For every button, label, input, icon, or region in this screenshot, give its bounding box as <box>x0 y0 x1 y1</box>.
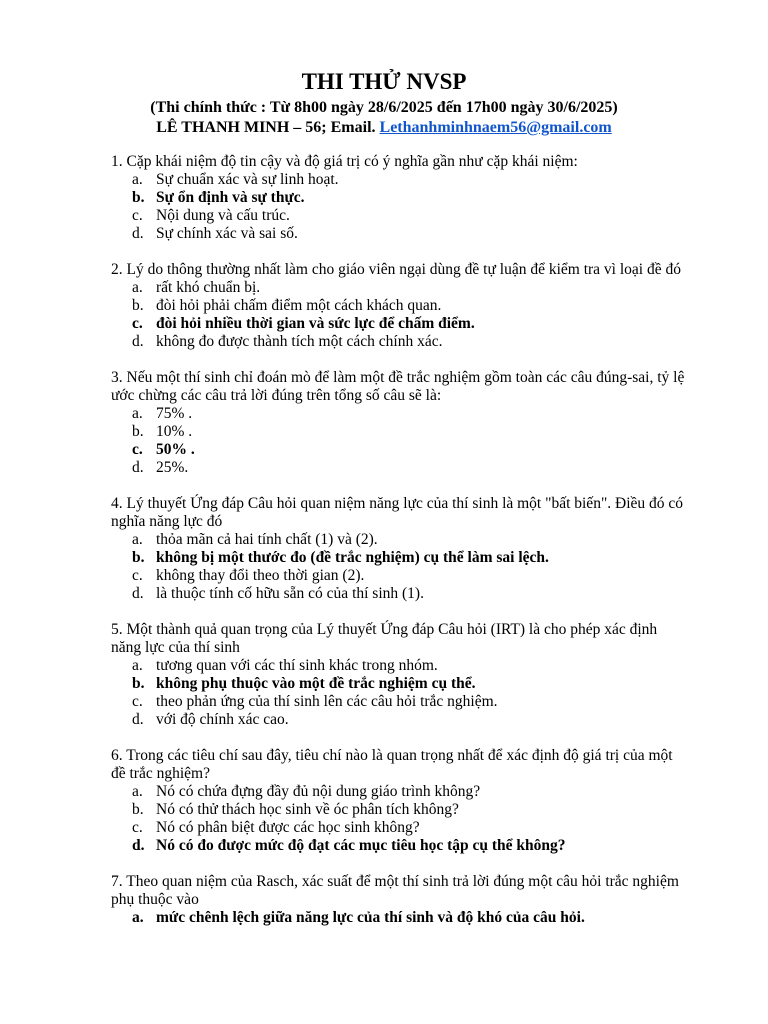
option-letter: a. <box>132 909 144 926</box>
answer-option <box>111 657 691 675</box>
answer-option-correct <box>111 909 691 927</box>
question-list <box>111 153 691 945</box>
document-header <box>0 66 768 138</box>
answer-option <box>111 333 691 351</box>
option-text: không phụ thuộc vào một đề trắc nghiệm cụ thể. <box>156 675 476 692</box>
option-letter: b. <box>132 801 144 818</box>
document-subtitle: (Thi chính thức : Từ 8h00 ngày 28/6/2025 đến 17h00 ngày 30/6/2025) <box>150 99 618 116</box>
option-letter: a. <box>132 405 143 422</box>
option-letter: c. <box>132 315 143 332</box>
option-letter: c. <box>132 819 143 836</box>
answer-option <box>111 711 691 729</box>
answer-option <box>111 567 691 585</box>
answer-option-correct <box>111 837 691 855</box>
option-text: mức chênh lệch giữa năng lực của thí sinh và độ khó của câu hỏi. <box>156 909 585 926</box>
option-text: Sự chính xác và sai số. <box>156 225 298 242</box>
option-text: không bị một thước đo (đề trắc nghiệm) cụ thể làm sai lệch. <box>156 549 549 566</box>
answer-option <box>111 531 691 549</box>
option-letter: d. <box>132 225 144 242</box>
option-text: 10% . <box>156 423 193 440</box>
question-text: 1. Cặp khái niệm độ tin cậy và độ giá trị có ý nghĩa gần như cặp khái niệm: <box>111 153 578 170</box>
author-text: LÊ THANH MINH – 56; Email. <box>156 119 376 136</box>
answer-option <box>111 585 691 603</box>
answer-option <box>111 279 691 297</box>
answer-option-correct <box>111 441 691 459</box>
option-text: Nội dung và cấu trúc. <box>156 207 290 224</box>
option-text: 75% . <box>156 405 193 422</box>
option-text: rất khó chuẩn bị. <box>156 279 261 296</box>
option-letter: a. <box>132 783 143 800</box>
email-link[interactable]: Lethanhminhnaem56@gmail.com <box>379 119 612 136</box>
option-letter: b. <box>132 189 145 206</box>
question-item <box>111 747 691 855</box>
option-letter: b. <box>132 423 144 440</box>
answer-options <box>111 783 691 855</box>
option-text: không đo được thành tích một cách chính xác. <box>156 333 443 350</box>
answer-option <box>111 783 691 801</box>
answer-option <box>111 459 691 477</box>
option-text: không thay đổi theo thời gian (2). <box>156 567 365 584</box>
answer-option <box>111 225 691 243</box>
option-letter: c. <box>132 693 143 710</box>
question-text: 7. Theo quan niệm của Rasch, xác suất để một thí sinh trả lời đúng một câu hỏi trắc nghiệm phụ thuộc vào <box>111 873 679 908</box>
answer-option <box>111 297 691 315</box>
option-text: Sự ổn định và sự thực. <box>156 189 305 206</box>
option-letter: d. <box>132 459 144 476</box>
question-text: 2. Lý do thông thường nhất làm cho giáo viên ngại dùng đề tự luận để kiểm tra vì loại đề đó <box>111 261 681 278</box>
answer-option <box>111 819 691 837</box>
option-text: Nó có đo được mức độ đạt các mục tiêu học tập cụ thể không? <box>156 837 566 854</box>
option-letter: a. <box>132 171 143 188</box>
option-letter: b. <box>132 297 144 314</box>
option-letter: b. <box>132 675 145 692</box>
answer-options <box>111 909 691 927</box>
option-text: là thuộc tính cố hữu sẵn có của thí sinh (1). <box>156 585 424 602</box>
option-text: đòi hỏi nhiều thời gian và sức lực để chấm điểm. <box>156 315 475 332</box>
option-letter: c. <box>132 207 143 224</box>
option-text: Nó có thử thách học sinh về óc phân tích không? <box>156 801 459 818</box>
question-item <box>111 495 691 603</box>
option-letter: a. <box>132 279 143 296</box>
option-text: 25%. <box>156 459 189 476</box>
answer-option-correct <box>111 549 691 567</box>
option-letter: c. <box>132 441 143 458</box>
option-letter: a. <box>132 531 143 548</box>
question-item <box>111 873 691 927</box>
document-title: THI THỬ NVSP <box>301 69 467 94</box>
option-letter: d. <box>132 585 144 602</box>
option-text: thỏa mãn cả hai tính chất (1) và (2). <box>156 531 378 548</box>
answer-option-correct <box>111 189 691 207</box>
option-letter: b. <box>132 549 145 566</box>
question-text: 3. Nếu một thí sinh chỉ đoán mò để làm một đề trắc nghiệm gồm toàn các câu đúng-sai, tỷ lệ ước chừng các câu trả lời đúng trên tổng số câu sẽ là: <box>111 369 685 404</box>
answer-options <box>111 279 691 351</box>
question-text: 5. Một thành quả quan trọng của Lý thuyết Ứng đáp Câu hỏi (IRT) là cho phép xác định năng lực của thí sinh <box>111 621 658 656</box>
answer-option <box>111 171 691 189</box>
answer-option-correct <box>111 675 691 693</box>
answer-option-correct <box>111 315 691 333</box>
option-text: đòi hỏi phải chấm điểm một cách khách quan. <box>156 297 442 314</box>
option-letter: d. <box>132 837 145 854</box>
option-text: Sự chuẩn xác và sự linh hoạt. <box>156 171 339 188</box>
question-item <box>111 369 691 477</box>
answer-option <box>111 207 691 225</box>
answer-options <box>111 171 691 243</box>
answer-options <box>111 657 691 729</box>
option-letter: d. <box>132 711 144 728</box>
question-item <box>111 261 691 351</box>
author-line <box>0 118 768 138</box>
option-letter: d. <box>132 333 144 350</box>
answer-options <box>111 405 691 477</box>
option-text: với độ chính xác cao. <box>156 711 289 728</box>
answer-option <box>111 405 691 423</box>
option-text: 50% . <box>156 441 195 458</box>
option-letter: c. <box>132 567 143 584</box>
option-text: theo phản ứng của thí sinh lên các câu hỏi trắc nghiệm. <box>156 693 498 710</box>
option-letter: a. <box>132 657 143 674</box>
answer-option <box>111 801 691 819</box>
option-text: tương quan với các thí sinh khác trong nhóm. <box>156 657 438 674</box>
question-item <box>111 153 691 243</box>
question-item <box>111 621 691 729</box>
answer-option <box>111 423 691 441</box>
answer-options <box>111 531 691 603</box>
question-text: 4. Lý thuyết Ứng đáp Câu hỏi quan niệm năng lực của thí sinh là một "bất biến". Điều đó có nghĩa năng lực đó <box>111 495 684 530</box>
option-text: Nó có chứa đựng đầy đủ nội dung giáo trình không? <box>156 783 481 800</box>
question-text: 6. Trong các tiêu chí sau đây, tiêu chí nào là quan trọng nhất để xác định độ giá trị của một đề trắc nghiệm? <box>111 747 673 782</box>
option-text: Nó có phân biệt được các học sinh không? <box>156 819 420 836</box>
answer-option <box>111 693 691 711</box>
